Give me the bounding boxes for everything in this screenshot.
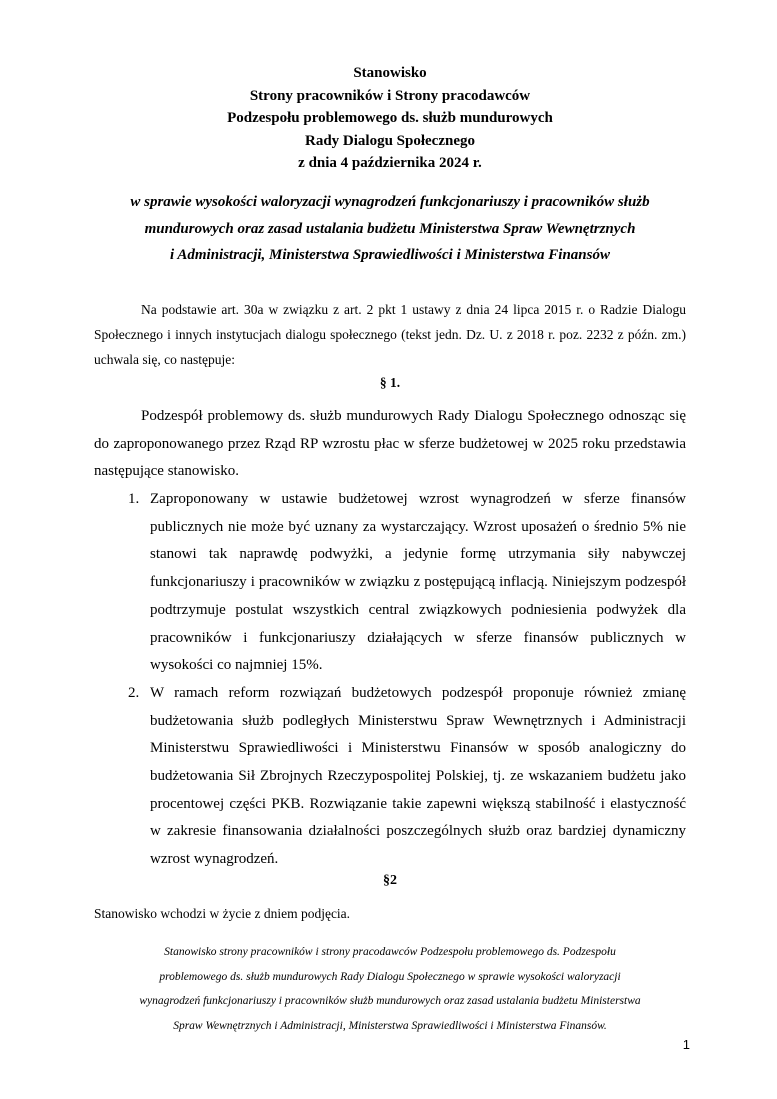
footer-line: wynagrodzeń funkcjonariuszy i pracowników służb mundurowych oraz zasad ustalania budżetu Ministerstwa (139, 995, 641, 1007)
heading-parties: Strony pracowników i Strony pracodawców (249, 87, 531, 104)
list-item (94, 486, 686, 680)
section-2-mark: §2 (383, 873, 397, 888)
footer-line: Spraw Wewnętrznych i Administracji, Ministerstwa Sprawiedliwości i Ministerstwa Finansów. (173, 1019, 607, 1032)
section-1-points (94, 486, 686, 874)
list-item (94, 680, 686, 874)
heading-council: Rady Dialogu Społecznego (304, 132, 475, 149)
heading-date: z dnia 4 października 2024 r. (298, 155, 482, 171)
heading-title: Stanowisko (353, 65, 427, 81)
document-subject (80, 189, 700, 269)
page-number: 1 (682, 1037, 690, 1052)
legal-basis-text: Na podstawie art. 30a w związku z art. 2 pkt 1 ustawy z dnia 24 lipca 2015 r. o Radzie Dialogu Społecznego i innych instytucjach dialogu społecznego (tekst jedn. Dz. U. z 2018 r. poz. 2232 z późn. zm.) uchwala się, co następuje: (94, 302, 686, 367)
legal-basis (94, 297, 686, 372)
section-1-mark: § 1. (379, 375, 401, 390)
document-footer (90, 940, 690, 1038)
document-heading (90, 62, 690, 175)
heading-subteam: Podzespołu problemowego ds. służb mundurowych (227, 110, 553, 126)
list-item-number: 2. (128, 684, 140, 701)
section-2-text: Stanowisko wchodzi w życie z dniem podjęcia. (94, 906, 351, 921)
subject-line: w sprawie wysokości waloryzacji wynagrodzeń funkcjonariuszy i pracowników służb (130, 194, 650, 210)
subject-line: i Administracji, Ministerstwa Sprawiedliwości i Ministerstwa Finansów (170, 247, 610, 263)
footer-line: problemowego ds. służb mundurowych Rady Dialogu Społecznego w sprawie wysokości waloryzacji (159, 970, 621, 983)
list-item-text: Zaproponowany w ustawie budżetowej wzrost wynagrodzeń w sferze finansów publicznych nie może być uznany za wystarczający. Wzrost uposażeń o średnio 5% nie stanowi tak naprawdę podwyżki, a jedynie formę utrzymania siły nabywczej funkcjonariuszy i pracowników w związku z postępującą inflacją. Niniejszym podzespół podtrzymuje postulat wszystkich central związkowych podniesienia podwyżek dla pracowników i funkcjonariuszy działających w sferze finansów publicznych w wysokości co najmniej 15%. (150, 491, 686, 674)
list-item-number: 1. (128, 491, 140, 507)
list-item-text: W ramach reform rozwiązań budżetowych podzespół proponuje również zmianę budżetowania służb podległych Ministerstwu Spraw Wewnętrznych i Administracji Ministerstwu Sprawiedliwości i Ministerstwu Finansów w sposób analogiczny do budżetowania Sił Zbrojnych Rzeczypospolitej Polskiej, tj. ze wskazaniem budżetu jako procentowej części PKB. Rozwiązanie takie zapewni większą stabilność i elastyczność w zakresie finansowania działalności poszczególnych służb oraz bardziej dynamiczny wzrost wynagrodzeń. (150, 684, 686, 868)
section-1-intro (94, 403, 686, 486)
section-1-intro-text: Podzespół problemowy ds. służb mundurowych Rady Dialogu Społecznego odnosząc się do zaproponowanego przez Rząd RP wzrostu płac w sferze budżetowej w 2025 roku przedstawia następujące stanowisko. (94, 408, 686, 479)
footer-line: Stanowisko strony pracowników i strony pracodawców Podzespołu problemowego ds. Podzespołu (164, 946, 616, 958)
subject-line: mundurowych oraz zasad ustalania budżetu Ministerstwa Spraw Wewnętrznych (144, 220, 636, 237)
